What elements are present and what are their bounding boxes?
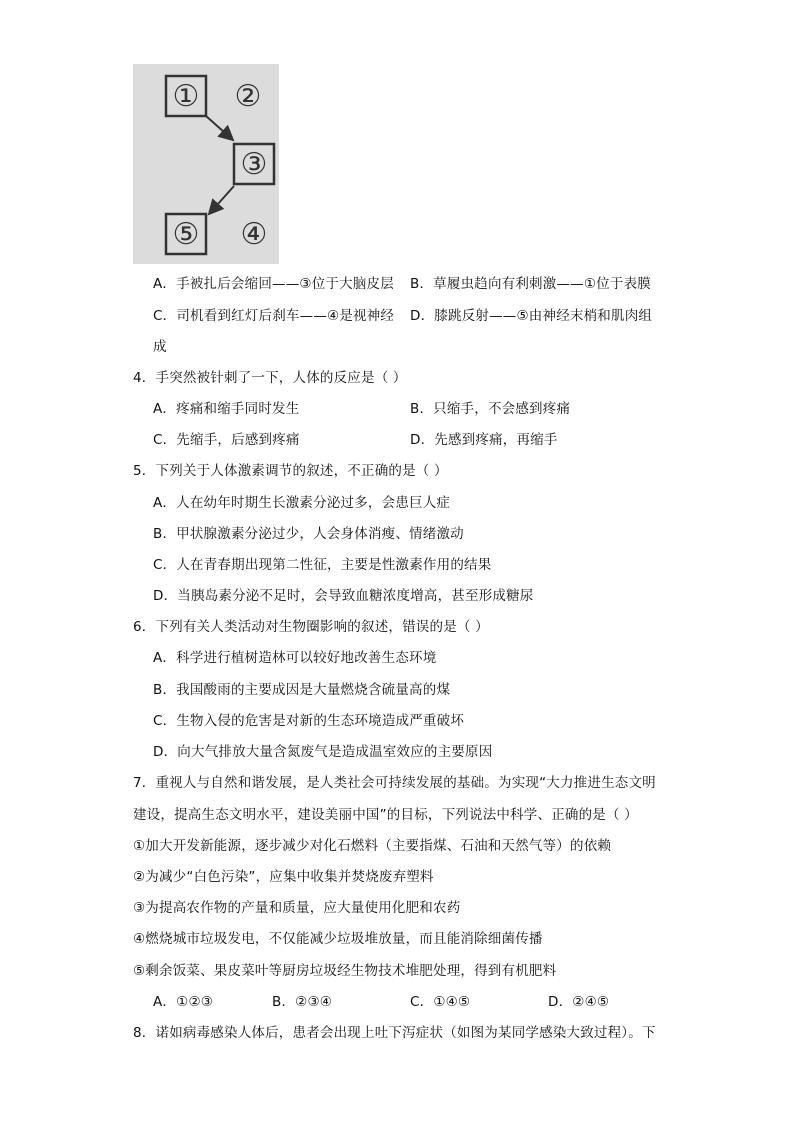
q6-option-c[interactable]: C．生物入侵的危害是对新的生态环境造成严重破坏 — [153, 713, 465, 729]
q7-statement-5: ⑤剩余饭菜、果皮菜叶等厨房垃圾经生物技术堆肥处理，得到有机肥料 — [133, 963, 557, 979]
q7-stem-line-1: 7．重视人与自然和谐发展，是人类社会可持续发展的基础。为实现“大力推进生态文明 — [133, 775, 656, 791]
q7-option-b[interactable]: B．②③④ — [272, 994, 333, 1010]
reflex-arc-figure — [133, 64, 279, 264]
arrow-3-to-5 — [209, 186, 234, 214]
q3-option-c[interactable]: C．司机看到红灯后刹车——④是视神经 — [153, 308, 395, 324]
q4-option-a[interactable]: A．疼痛和缩手同时发生 — [153, 401, 300, 417]
q4-option-c[interactable]: C．先缩手，后感到疼痛 — [153, 432, 300, 448]
q3-option-a[interactable]: A．手被扎后会缩回——③位于大脑皮层 — [153, 276, 394, 292]
q5-option-a[interactable]: A．人在幼年时期生长激素分泌过多，会患巨人症 — [153, 495, 451, 511]
q7-option-d[interactable]: D．②④⑤ — [548, 994, 610, 1010]
label-2: ② — [234, 79, 262, 114]
q6-stem: 6．下列有关人类活动对生物圈影响的叙述，错误的是（ ） — [133, 619, 489, 635]
q5-option-b[interactable]: B．甲状腺激素分泌过少，人会身体消瘦、情绪激动 — [153, 526, 464, 542]
q3-option-b[interactable]: B．草履虫趋向有利刺激——①位于表膜 — [410, 276, 651, 292]
label-5: ⑤ — [172, 217, 200, 252]
q7-option-a[interactable]: A．①②③ — [153, 994, 214, 1010]
label-3: ③ — [240, 147, 268, 182]
q4-option-d[interactable]: D．先感到疼痛，再缩手 — [410, 432, 558, 448]
arrow-1-to-3 — [206, 116, 233, 140]
q5-option-c[interactable]: C．人在青春期出现第二性征，主要是性激素作用的结果 — [153, 557, 492, 573]
label-4: ④ — [240, 217, 268, 252]
q7-stem-line-2: 建设，提高生态文明水平，建设美丽中国”的目标，下列说法中科学、正确的是（ ） — [133, 807, 638, 823]
q7-statement-4: ④燃烧城市垃圾发电，不仅能减少垃圾堆放量，而且能消除细菌传播 — [133, 931, 543, 947]
label-1: ① — [172, 79, 200, 114]
q5-stem: 5．下列关于人体激素调节的叙述，不正确的是（ ） — [133, 463, 448, 479]
q6-option-b[interactable]: B．我国酸雨的主要成因是大量燃烧含硫量高的煤 — [153, 682, 451, 698]
q7-statement-1: ①加大开发新能源，逐步减少对化石燃料（主要指煤、石油和天然气等）的依赖 — [133, 838, 612, 854]
q7-statement-2: ②为减少“白色污染”，应集中收集并焚烧废弃塑料 — [133, 869, 434, 885]
q6-option-d[interactable]: D．向大气排放大量含氮废气是造成温室效应的主要原因 — [153, 744, 493, 760]
q3-option-d-continued: 成 — [153, 339, 167, 355]
q7-option-c[interactable]: C．①④⑤ — [410, 994, 471, 1010]
q7-statement-3: ③为提高农作物的产量和质量，应大量使用化肥和农药 — [133, 900, 461, 916]
reflex-arc-diagram — [133, 64, 279, 264]
q3-option-d[interactable]: D．膝跳反射——⑤由神经末梢和肌肉组 — [410, 308, 653, 324]
q4-option-b[interactable]: B．只缩手，不会感到疼痛 — [410, 401, 571, 417]
q6-option-a[interactable]: A．科学进行植树造林可以较好地改善生态环境 — [153, 650, 437, 666]
q4-stem: 4．手突然被针刺了一下，人体的反应是（ ） — [133, 370, 407, 386]
q5-option-d[interactable]: D．当胰岛素分泌不足时，会导致血糖浓度增高，甚至形成糖尿 — [153, 588, 534, 604]
q8-stem: 8．诺如病毒感染人体后，患者会出现上吐下泻症状（如图为某同学感染大致过程）。下 — [133, 1025, 656, 1041]
